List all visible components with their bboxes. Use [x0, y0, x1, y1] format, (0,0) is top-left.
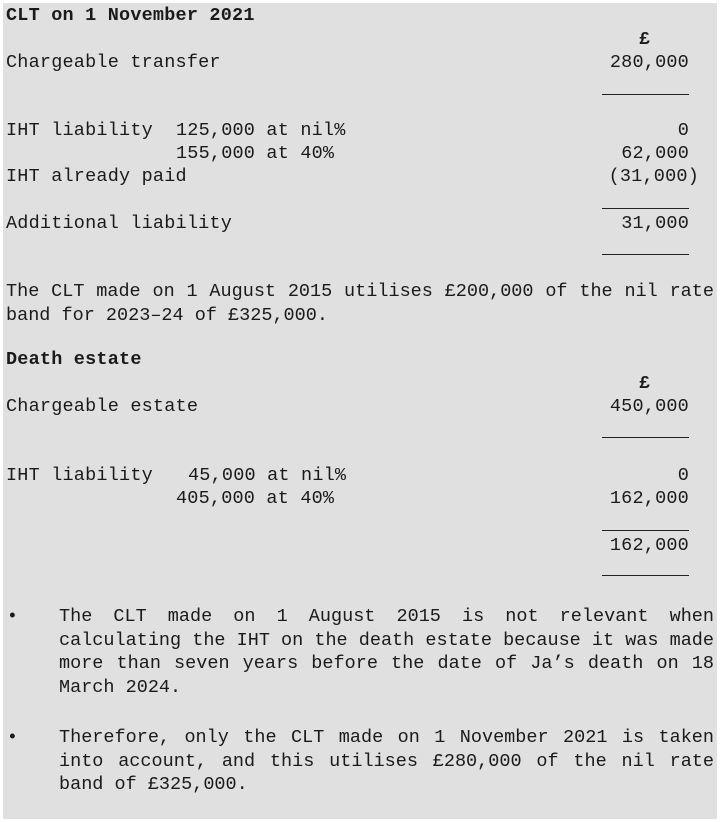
iht-liability-label: IHT liability [6, 465, 153, 486]
currency-header: £ [639, 373, 651, 394]
total-rule [602, 575, 689, 576]
nil-band-text: 125,000 at nil% [176, 120, 346, 141]
total-rule [602, 208, 689, 209]
nil-band-text: 45,000 at nil% [188, 465, 347, 486]
section-heading-death-estate: Death estate [6, 349, 142, 370]
bullet-marker: • [7, 607, 18, 627]
nil-band-value: 0 [677, 120, 689, 141]
death-estate-total: 162,000 [609, 535, 689, 556]
forty-band-value: 62,000 [621, 143, 689, 164]
chargeable-estate-value: 450,000 [609, 396, 689, 417]
additional-liability-label: Additional liability [6, 213, 233, 234]
bullet-marker: • [7, 728, 18, 748]
forty-band-text: 405,000 at 40% [176, 488, 335, 509]
total-rule [602, 437, 689, 438]
chargeable-transfer-value: 280,000 [609, 52, 689, 73]
nil-rate-band-note: The CLT made on 1 August 2015 utilises £200,000 of the nil rate band for 2023–24 of £325,000. [6, 281, 714, 326]
forty-band-text: 155,000 at 40% [176, 143, 335, 164]
iht-paid-value: (31,000) [608, 166, 699, 187]
total-rule [602, 254, 689, 255]
iht-paid-label: IHT already paid [6, 166, 187, 187]
iht-liability-label: IHT liability [6, 120, 153, 141]
document-page [3, 3, 717, 819]
total-rule [602, 94, 689, 95]
forty-band-value: 162,000 [609, 488, 689, 509]
additional-liability-value: 31,000 [621, 213, 689, 234]
section-heading-clt: CLT on 1 November 2021 [6, 5, 255, 26]
chargeable-transfer-label: Chargeable transfer [6, 52, 221, 73]
total-rule [602, 530, 689, 531]
chargeable-estate-label: Chargeable estate [6, 396, 199, 417]
bullet-text: The CLT made on 1 August 2015 is not relevant when calculating the IHT on the death estate because it was made more than seven years before the date of Ja’s death on 18 March 2024. [59, 606, 715, 698]
nil-band-value: 0 [677, 465, 689, 486]
currency-header: £ [639, 29, 651, 50]
bullet-text: Therefore, only the CLT made on 1 November 2021 is taken into account, and this utilises £280,000 of the nil rate band of £325,000. [59, 727, 714, 795]
